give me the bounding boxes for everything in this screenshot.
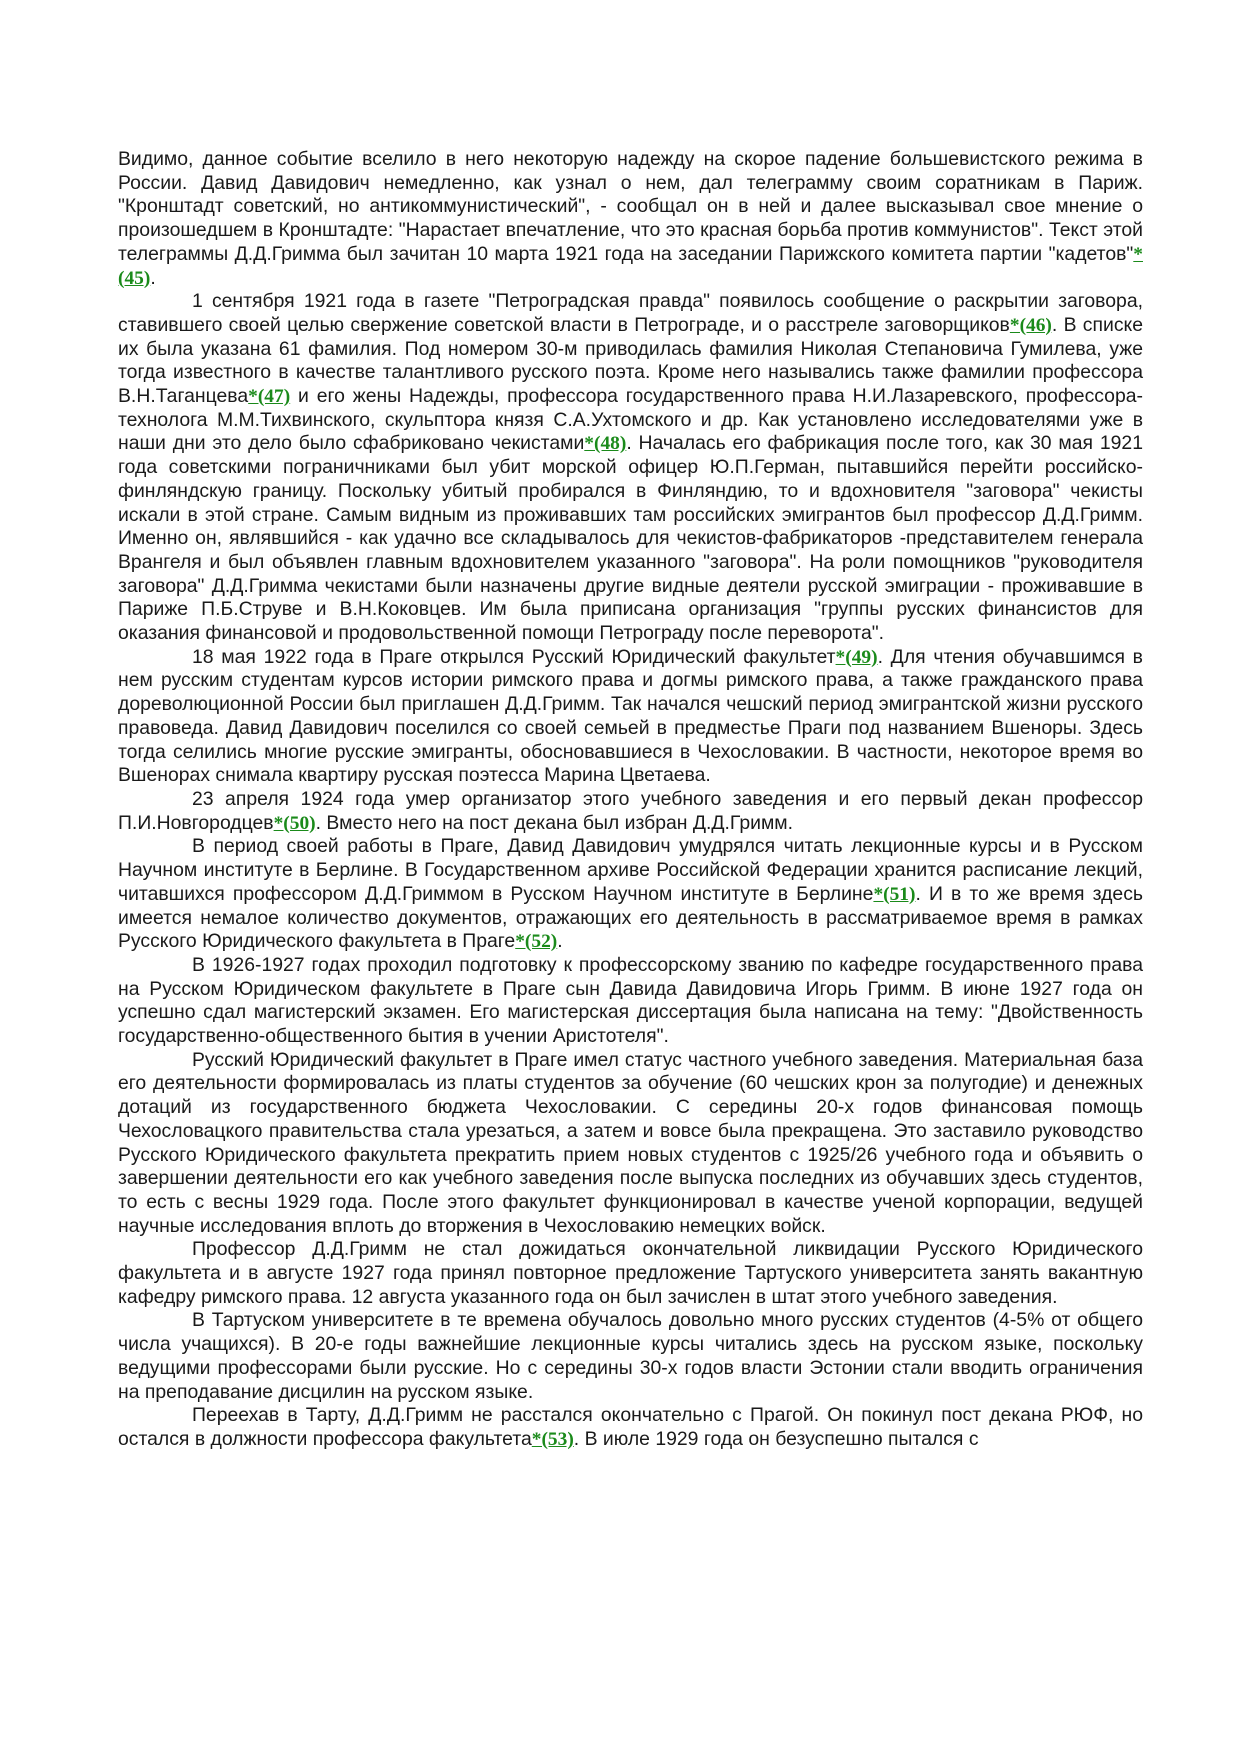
paragraph-text: . — [557, 930, 563, 953]
paragraph-text: . В июле 1929 года он безуспешно пытался с — [573, 1427, 979, 1450]
paragraph-text: Переехав в Тарту, Д.Д.Гримм не расстался окончательно с Прагой. Он покинул пост декана РЮФ, но остался в должности профессора факультета — [118, 1404, 1143, 1450]
paragraph-text: В период своей работы в Праге, Давид Давидович умудрялся читать лекционные курсы и в Русском Научном институте в Берлине. В Государственном архиве Российской Федерации хранится расписание лекций, читавшихся профессором Д.Д.Гриммом в Русском Научном институте в Берлине — [118, 835, 1143, 905]
paragraph — [118, 1049, 1143, 1239]
footnote-link[interactable]: *(49) — [835, 646, 878, 668]
paragraph-text: Видимо, данное событие вселило в него некоторую надежду на скорое падение большевистского режима в России. Давид Давидович немедленно, как узнал о нем, дал телеграмму своим соратникам в Париж. "Кронштадт советский, но антикоммунистический", - сообщал он в ней и далее высказывал свое мнение о произошедшем в Кронштадте: "Нарастает впечатление, что это красная борьба против коммунистов". Текст этой телеграммы Д.Д.Гримма был зачитан 10 марта 1921 года на заседании Парижского комитета партии "кадетов" — [118, 148, 1143, 265]
paragraph-text: . Вместо него на пост декана был избран Д.Д.Гримм. — [315, 811, 794, 834]
paragraph — [118, 788, 1143, 835]
footnote-link[interactable]: *(48) — [584, 433, 627, 455]
paragraph — [118, 954, 1143, 1049]
footnote-link[interactable]: *(53) — [531, 1428, 574, 1450]
paragraph — [118, 290, 1143, 646]
paragraph-text: Русский Юридический факультет в Праге имел статус частного учебного заведения. Материальная база его деятельности формировалась из платы студентов за обучение (60 чешских крон за полугодие) и денежных дотаций из государственного бюджета Чехословакии. С середины 20-х годов финансовая помощь Чехословацкого правительства стала урезаться, а затем и вовсе была прекращена. Это заставило руководство Русского Юридического факультета прекратить прием новых студентов с 1925/26 учебного года и объявить о завершении деятельности его как учебного заведения после выпуска последних из обучавших здесь студентов, то есть с весны 1929 года. После этого факультет функционировал в качестве ученой корпорации, ведущей научные исследования вплоть до вторжения в Чехословакию немецких войск. — [118, 1048, 1143, 1237]
paragraph-text: В Тартуском университете в те времена обучалось довольно много русских студентов (4-5% от общего числа учащихся). В 20-е годы важнейшие лекционные курсы читались здесь на русском языке, поскольку ведущими профессорами были русские. Но с середины 30-х годов власти Эстонии стали вводить ограничения на преподавание дисцилин на русском языке. — [118, 1309, 1143, 1403]
paragraph — [118, 148, 1143, 290]
paragraph-text: . И в то же время здесь имеется немалое количество документов, отражающих его деятельность в рассматриваемое время в рамках Русского Юридического факультета в Праге — [118, 882, 1143, 953]
paragraph-text: . — [150, 266, 156, 289]
paragraph-text: 23 апреля 1924 года умер организатор этого учебного заведения и его первый декан профессор П.И.Новгородцев — [118, 787, 1143, 834]
footnote-link[interactable]: *(52) — [515, 931, 558, 953]
paragraph — [118, 646, 1143, 788]
paragraph-text: . Началась его фабрикация после того, как 30 мая 1921 года советскими пограничниками был убит морской офицер Ю.П.Герман, пытавшийся перейти российско-финляндскую границу. Поскольку убитый пробирался в Финляндию, то и вдохновителя "заговора" чекисты искали в этой стране. Самым видным из проживавших там российских эмигрантов был профессор Д.Д.Гримм. Именно он, являвшийся - как удачно все складывалось для чекистов-фабрикаторов -представителем генерала Врангеля и был объявлен главным вдохновителем указанного "заговора". На роли помощников "руководителя заговора" Д.Д.Гримма чекистами были назначены другие видные деятели русской эмиграции - проживавшие в Париже П.Б.Струве и В.Н.Коковцев. Им была приписана организация "группы русских финансистов для оказания финансовой и продовольственной помощи Петрограду после переворота". — [118, 432, 1143, 645]
paragraph — [118, 1238, 1143, 1309]
footnote-link[interactable]: *(47) — [248, 386, 291, 408]
footnote-link[interactable]: *(45) — [118, 243, 1143, 289]
paragraph — [118, 1404, 1143, 1451]
paragraph-text: . В списке их была указана 61 фамилия. Под номером 30-м приводилась фамилия Николая Степановича Гумилева, уже тогда известного в качестве талантливого русского поэта. Кроме него назывались также фамилии профессора В.Н.Таганцева — [118, 313, 1144, 408]
paragraph-text: В 1926-1927 годах проходил подготовку к профессорскому званию по кафедре государственного права на Русском Юридическом факультете в Праге сын Давида Давидовича Игорь Гримм. В июне 1927 года он успешно сдал магистерский экзамен. Его магистерская диссертация была написана на тему: "Двойственность государственно-общественного бытия в учении Аристотеля". — [118, 953, 1143, 1048]
paragraph-text: 1 сентября 1921 года в газете "Петроградская правда" появилось сообщение о раскрытии заговора, ставившего своей целью свержение советской власти в Петрограде, и о расстреле заговорщиков — [118, 290, 1143, 336]
paragraph — [118, 835, 1143, 954]
paragraph-text: и его жены Надежды, профессора государственного права Н.И.Лазаревского, профессора-технолога М.М.Тихвинского, скульптора князя С.А.Ухтомского и др. Как установлено исследователями уже в наши дни это дело было сфабриковано чекистами — [118, 385, 1143, 455]
paragraph-text: . Для чтения обучавшимся в нем русским студентам курсов истории римского права и догмы римского права, а также гражданского права дореволюционной России был приглашен Д.Д.Гримм. Так начался чешский период эмигрантской жизни русского правоведа. Давид Давидович поселился со своей семьей в предместье Праги под названием Вшеноры. Здесь тогда селились многие русские эмигранты, обосновавшиеся в Чехословакии. В частности, некоторое время во Вшенорах снимала квартиру русская поэтесса Марина Цветаева. — [118, 645, 1143, 787]
paragraph-text: Профессор Д.Д.Гримм не стал дожидаться окончательной ликвидации Русского Юридического факультета и в августе 1927 года принял повторное предложение Тартуского университета занять вакантную кафедру римского права. 12 августа указанного года он был зачислен в штат этого учебного заведения. — [118, 1238, 1143, 1308]
footnote-link[interactable]: *(46) — [1009, 314, 1052, 336]
paragraph — [118, 1309, 1143, 1404]
paragraph-text: 18 мая 1922 года в Праге открылся Русский Юридический факультет — [192, 645, 836, 668]
footnote-link[interactable]: *(50) — [273, 812, 316, 834]
footnote-link[interactable]: *(51) — [873, 883, 916, 905]
document-page — [118, 148, 1143, 1452]
